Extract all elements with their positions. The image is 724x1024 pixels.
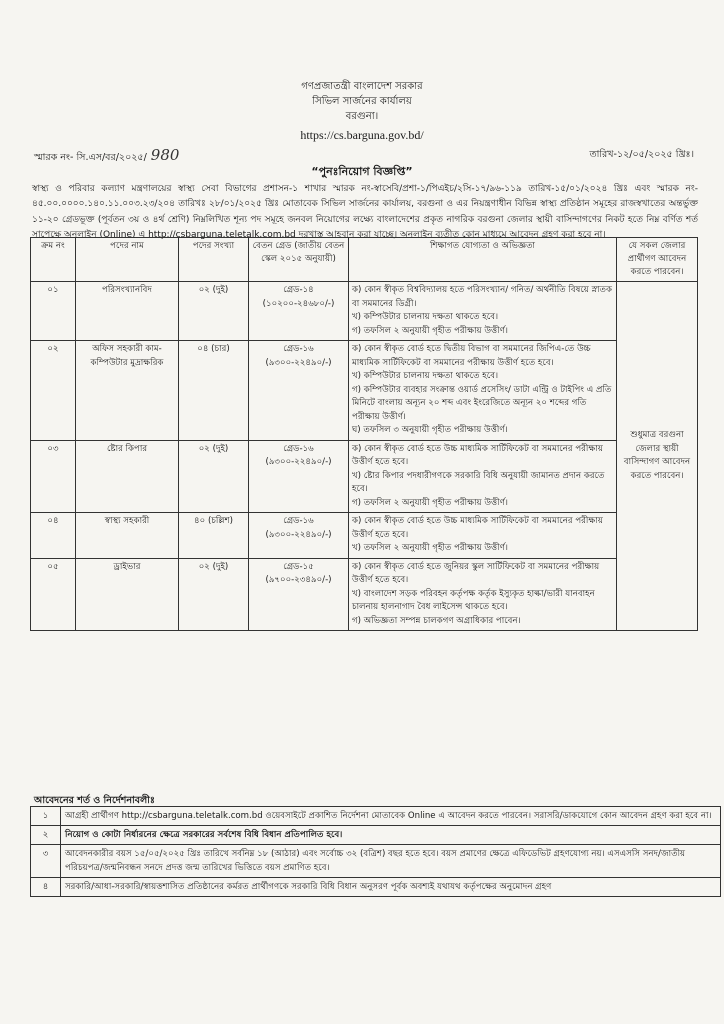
row-grade (249, 440, 349, 513)
condition-text: আগ্রহী প্রার্থীগণ http://csbarguna.teletalk.com.bd ওয়েবসাইটে প্রকাশিত নির্দেশনা মোতাবেক Online এ আবেদন করতে পারবেন। সরাসরি/ডাকযোগে কোন আবেদন গ্রহণ করা হবে না। (61, 807, 721, 826)
header-qualification: শিক্ষাগত যোগ্যতা ও অভিজ্ঞতা (349, 238, 617, 282)
row-sl: ০১ (31, 282, 76, 341)
row-count: ৪০ (চল্লিশ) (179, 513, 249, 559)
grade-label: গ্রেড-১৫ (283, 561, 314, 572)
condition-text: সরকারি/আধা-সরকারি/স্বায়ত্তশাসিত প্রতিষ্ঠানের কর্মরত প্রার্থীগণকে সরকারি বিধি বিধান অনুসরণ পূর্বক অবশ্যই যথাযথ কর্তৃপক্ষের অনুমোদন গ্রহণ (61, 878, 721, 897)
qualification-item: খ) কম্পিউটার চালনায় দক্ষতা থাকতে হবে। (352, 312, 499, 322)
row-qualification (349, 440, 617, 513)
row-qualification (349, 282, 617, 341)
header-count: পদের সংখ্যা (179, 238, 249, 282)
row-grade (249, 513, 349, 559)
pay-scale: (১০২০০-২৪৬৮০/-) (262, 298, 335, 309)
district-eligibility: শুধুমাত্র বরগুনা জেলার স্থায়ী বাসিন্দাগণ আবেদন করতে পারবেন। (617, 282, 698, 631)
condition-row (31, 845, 721, 878)
grade-label: গ্রেড-১৬ (283, 443, 314, 454)
pay-scale: (৯৩০০-২২৪৯০/-) (265, 457, 332, 467)
table-row (31, 341, 698, 441)
row-post: ড্রাইভার (76, 558, 179, 631)
row-count: ০৪ (চার) (179, 341, 249, 441)
row-qualification (349, 513, 617, 559)
row-sl: ০৩ (31, 440, 76, 513)
header-post: পদের নাম (76, 238, 179, 282)
district-name: বরগুনা। (345, 111, 379, 122)
row-count: ০২ (দুই) (179, 558, 249, 631)
row-sl: ০৪ (31, 513, 76, 559)
intro-paragraph: স্বাস্থ্য ও পরিবার কল্যাণ মন্ত্রণালয়ের স্বাস্থ্য সেবা বিভাগের প্রশাসন-১ শাখার স্মারক নং-স্বাসেবি/প্রশা-১/পিএইচ/২সি-১৭/৯৬-১১৯ তারিখ-১৫/০১/২০২৪ খ্রিঃ এবং স্মারক নং- ৪৫.০০.০০০০.১৪০.১১.০০৩.২৩/২০৪ তারিখঃ ২৮/০১/২০২৫ খ্রিঃ মোতাবেক সিভিল সার্জনের কার্যালয়, বরগুনা ও এর নিয়ন্ত্রণাধীন বিভিন্ন স্বাস্থ্য প্রতিষ্ঠান সমূহের রাজস্বখাতের অন্তর্ভুক্ত ১১-২০ গ্রেডভূক্ত (পূর্বতন ৩য় ও ৪র্থ শ্রেণি) নিম্নলিখিত শূন্য পদ সমূহে জনবল নিয়োগের লক্ষ্যে বাংলাদেশের প্রকৃত নাগরিক বরগুনা জেলার স্থায়ী বাসিন্দাগণের নিকট হতে নিম্ন বর্ণিত শর্ত সাপেক্ষে অনলাইন (Online) এ http://csbarguna.teletalk.com.bd দরখাস্ত আহবান করা যাচ্ছে। অনলাইন ব্যতীত কোন মাধ্যমে আবেদন গ্রহণ করা হবে না। (32, 184, 698, 241)
row-sl: ০২ (31, 341, 76, 441)
conditions-table (30, 806, 721, 897)
condition-row (31, 807, 721, 826)
qualification-item: খ) তফসিল ২ অনুযায়ী গৃহীত পরীক্ষায় উত্তীর্ণ। (352, 543, 508, 553)
row-qualification (349, 341, 617, 441)
qualification-item: ঘ) তফসিল ৩ অনুযায়ী গৃহীত পরীক্ষায় উত্তীর্ণ। (352, 425, 508, 435)
vacancy-table (30, 237, 698, 631)
govt-header: গণপ্রজাতন্ত্রী বাংলাদেশ সরকার (301, 81, 423, 92)
condition-row (31, 826, 721, 845)
row-post: স্বাস্থ্য সহকারী (76, 513, 179, 559)
header-district: যে সকল জেলার প্রার্থীগণ আবেদন করতে পারবেন। (617, 238, 698, 282)
row-post: অফিস সহকারী কাম-কম্পিউটার মুদ্রাক্ষরিক (76, 341, 179, 441)
memo-ref-handwritten: 980 (150, 146, 180, 164)
qualification-item: গ) তফসিল ২ অনুযায়ী গৃহীত পরীক্ষায় উত্তীর্ণ। (352, 325, 508, 336)
grade-label: গ্রেড-১৬ (283, 516, 314, 526)
pay-scale: (৯৩০০-২২৪৯০/-) (265, 529, 332, 540)
qualification-item: ক) কোন স্বীকৃত বিশ্ববিদ্যালয় হতে পরিসংখ্যান/ গনিত/ অর্থনীতি বিষয়ে স্নাতক বা সমমানের ডিগ্রী। (352, 285, 612, 309)
condition-number: ২ (31, 826, 61, 845)
qualification-item: ক) কোন স্বীকৃত বোর্ড হতে উচ্চ মাধ্যমিক সার্টিফিকেট বা সমমানের পরীক্ষায় উত্তীর্ণ হতে হবে। (352, 443, 603, 467)
table-row (31, 282, 698, 341)
qualification-item: খ) বাংলাদেশ সড়ক পরিবহন কর্তৃপক্ষ কর্তৃক ইস্যুকৃত হাল্কা/ভারী যানবাহন চালনায় হালনাগাদ বৈধ লাইসেন্স থাকতে হবে। (352, 588, 595, 612)
qualification-item: গ) তফসিল ২ অনুযায়ী গৃহীত পরীক্ষায় উত্তীর্ণ। (352, 497, 508, 508)
office-name: সিভিল সার্জনের কার্যালয় (312, 96, 412, 107)
qualification-item: ক) কোন স্বীকৃত বোর্ড হতে উচ্চ মাধ্যমিক সার্টিফিকেট বা সমমানের পরীক্ষায় উত্তীর্ণ হতে হবে। (352, 516, 603, 540)
qualification-item: গ) কম্পিউটার ব্যবহার সংক্রান্ত ওয়ার্ড প্রসেসিং/ ডাটা এন্ট্রি ও টাইপিং এ প্রতি মিনিটে বাংলায় অন্যূন ২০ শব্দ এবং ইংরেজিতে অন্যূন ২০ শব্দের গতি পরীক্ষায় উত্তীর্ণ। (352, 384, 612, 422)
row-count: ০২ (দুই) (179, 440, 249, 513)
qualification-item: ক) কোন স্বীকৃত বোর্ড হতে দ্বিতীয় বিভাগ বা সমমানের জিপিএ-তে উচ্চ মাধ্যমিক সার্টিফিকেট বা সমমানের পরীক্ষায় উত্তীর্ণ হতে হবে। (352, 344, 591, 368)
row-sl: ০৫ (31, 558, 76, 631)
qualification-item: ক) কোন স্বীকৃত বোর্ড হতে জুনিয়র স্কুল সার্টিফিকেট বা সমমানের পরীক্ষায় উত্তীর্ণ হতে হবে। (352, 561, 600, 585)
memo-ref-label: স্মারক নং- সি.এস/বর/২০২৫/ (34, 152, 147, 163)
row-count: ০২ (দুই) (179, 282, 249, 341)
condition-number: ১ (31, 807, 61, 826)
table-row (31, 513, 698, 559)
row-grade (249, 341, 349, 441)
row-post: পরিসংখ্যানবিদ (76, 282, 179, 341)
office-website-link[interactable]: https://cs.barguna.gov.bd/ (300, 128, 424, 142)
qualification-item: গ) অভিজ্ঞতা সম্পন্ন চালকগণ অগ্রাধিকার পাবেন। (352, 615, 521, 626)
table-row (31, 440, 698, 513)
condition-number: ৪ (31, 878, 61, 897)
table-row (31, 558, 698, 631)
row-post: ষ্টোর কিপার (76, 440, 179, 513)
qualification-item: খ) ষ্টোর কিপার পদধারীগণকে সরকারি বিধি অনুযায়ী জামানত প্রদান করতে হবে। (352, 470, 605, 494)
row-qualification (349, 558, 617, 631)
qualification-item: খ) কম্পিউটার চালনায় দক্ষতা থাকতে হবে। (352, 371, 499, 381)
grade-label: গ্রেড-১৪ (283, 285, 314, 295)
header-sl: ক্রম নং (31, 238, 76, 282)
pay-scale: (৯৩০০-২২৪৯০/-) (265, 357, 332, 368)
condition-text: নিয়োগ ও কোটা নির্ধারনের ক্ষেত্রে সরকারের সর্বশেষ বিধি বিধান প্রতিপালিত হবে। (61, 826, 721, 845)
memo-date: তারিখ-১২/০৫/২০২৫ খ্রিঃ। (589, 149, 694, 160)
condition-row (31, 878, 721, 897)
row-grade (249, 282, 349, 341)
grade-label: গ্রেড-১৬ (283, 344, 314, 354)
pay-scale: (৯৭০০-২৩৪৯০/-) (265, 575, 332, 585)
row-grade (249, 558, 349, 631)
conditions-title: আবেদনের শর্ত ও নির্দেশনাবলীঃ (34, 795, 155, 806)
header-grade: বেতন গ্রেড (জাতীয় বেতন স্কেল ২০১৫ অনুযায়ী) (249, 238, 349, 282)
condition-text: আবেদনকারীর বয়স ১৫/০৫/২০২৫ খ্রিঃ তারিখে সর্বনিম্ন ১৮ (আঠার) এবং সর্বোচ্চ ৩২ (বত্রিশ) বছর হতে হবে। বয়স প্রমাণের ক্ষেত্রে এফিডেভিট গ্রহণযোগ্য নয়। এসএসসি সনদ/জাতীয় পরিচয়পত্র/জন্মনিবন্ধন সনদে প্রদত্ত জন্ম তারিখের ভিত্তিতে বয়স প্রমাণিত হবে। (61, 845, 721, 878)
condition-number: ৩ (31, 845, 61, 878)
table-header-row (31, 238, 698, 282)
notice-title: “পুনঃনিয়োগ বিজ্ঞপ্তি” (311, 165, 413, 178)
